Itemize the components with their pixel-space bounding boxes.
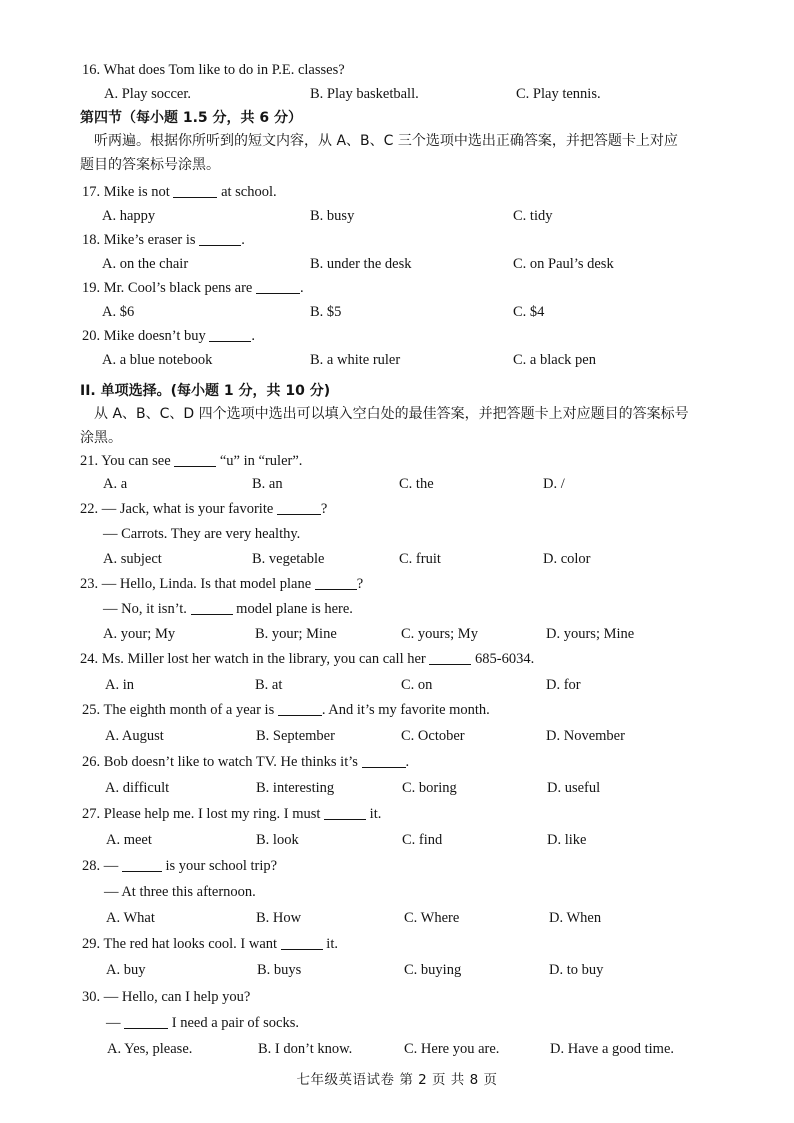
question-text: 685-6034. <box>475 651 535 667</box>
question-number: 21. <box>80 453 99 469</box>
question-text: at school. <box>221 184 277 200</box>
option-c: C. fruit <box>399 551 441 567</box>
question-16 <box>82 60 345 80</box>
option-a: A. difficult <box>105 780 170 796</box>
question-text: “u” in “ruler”. <box>219 453 303 469</box>
option-a: A. buy <box>106 962 146 978</box>
answer-blank <box>324 805 366 820</box>
option-a: A. August <box>105 728 164 744</box>
option-b: B. $5 <box>310 304 342 320</box>
option-a: A. subject <box>103 551 162 567</box>
question-text: is your school trip? <box>165 858 278 874</box>
question-text: ? <box>320 501 328 517</box>
question-24 <box>80 649 534 669</box>
question-text: Bob doesn’t like to watch TV. He thinks it’s <box>103 754 358 770</box>
answer-blank <box>174 452 216 467</box>
option-a: A. your; My <box>103 626 176 642</box>
option-b: B. How <box>256 910 302 926</box>
option-a: A. $6 <box>102 304 135 320</box>
option-c: C. Where <box>404 910 460 926</box>
options-25 <box>0 726 794 746</box>
question-27 <box>82 804 381 824</box>
option-a: A. Play soccer. <box>104 86 191 102</box>
options-23 <box>0 624 794 644</box>
option-a: A. Yes, please. <box>107 1041 193 1057</box>
question-text: it. <box>369 806 382 822</box>
option-b: B. a white ruler <box>310 352 401 368</box>
section-4-title: 第四节（每小题 1.5 分，共 6 分） <box>80 110 303 126</box>
question-text: . And it’s my favorite month. <box>321 702 490 718</box>
option-b: B. I don’t know. <box>258 1041 353 1057</box>
question-text: — Hello, Linda. Is that model plane <box>101 576 312 592</box>
option-b: B. interesting <box>256 780 335 796</box>
part-2-title: II. 单项选择。(每小题 1 分，共 10 分) <box>80 383 331 399</box>
option-c: C. $4 <box>513 304 545 320</box>
option-d: D. Have a good time. <box>550 1041 675 1057</box>
question-text: . <box>299 280 304 296</box>
question-29 <box>82 934 338 954</box>
option-b: B. vegetable <box>252 551 325 567</box>
question-text: The red hat looks cool. I want <box>103 936 278 952</box>
options-27 <box>0 830 794 850</box>
option-d: D. for <box>546 677 581 693</box>
question-text: — Jack, what is your favorite <box>101 501 274 517</box>
question-number: 29. <box>82 936 101 952</box>
option-c: C. yours; My <box>401 626 478 642</box>
question-number: 22. <box>80 501 99 517</box>
option-b: B. an <box>252 476 283 492</box>
question-text: Mike’s eraser is <box>103 232 196 248</box>
option-c: C. boring <box>402 780 457 796</box>
answer-text: model plane is here. <box>236 601 353 617</box>
options-30 <box>0 1039 794 1059</box>
options-16 <box>0 84 794 104</box>
option-c: C. October <box>401 728 465 744</box>
option-d: D. November <box>546 728 625 744</box>
option-b: B. buys <box>257 962 302 978</box>
option-c: C. a black pen <box>513 352 596 368</box>
option-c: C. Play tennis. <box>516 86 601 102</box>
question-21 <box>80 451 302 471</box>
question-text: . <box>405 754 410 770</box>
question-number: 17. <box>82 184 101 200</box>
answer-blank <box>209 327 251 342</box>
question-text: . <box>241 232 245 248</box>
question-text: You can see <box>101 453 171 469</box>
question-text: Please help me. I lost my ring. I must <box>103 806 321 822</box>
options-24 <box>0 675 794 695</box>
option-d: D. / <box>543 476 565 492</box>
question-number: 23. <box>80 576 99 592</box>
page-footer: 七年级英语试卷 第 2 页 共 8 页 <box>296 1072 498 1088</box>
answer-line: — Carrots. They are very healthy. <box>103 526 301 542</box>
option-c: C. on <box>401 677 433 693</box>
question-number: 16. <box>82 62 101 78</box>
question-22 <box>80 499 327 519</box>
option-c: C. find <box>402 832 443 848</box>
question-number: 27. <box>82 806 101 822</box>
option-b: B. September <box>256 728 335 744</box>
option-d: D. When <box>549 910 602 926</box>
answer-blank <box>199 231 241 246</box>
question-30 <box>82 987 250 1007</box>
question-text: . <box>251 328 256 344</box>
answer-blank <box>122 857 162 872</box>
option-a: A. a blue notebook <box>102 352 213 368</box>
answer-blank <box>362 753 406 768</box>
options-29 <box>0 960 794 980</box>
question-number: 25. <box>82 702 101 718</box>
question-number: 28. <box>82 858 101 874</box>
section-4-instruction: 听两遍。根据你所听到的短文内容，从 A、B、C 三个选项中选出正确答案，并把答题卡上对应题目的答案标号涂黑。 <box>80 133 678 173</box>
question-19 <box>82 278 304 298</box>
question-25 <box>82 700 490 720</box>
option-a: A. a <box>103 476 128 492</box>
option-c: C. tidy <box>513 208 553 224</box>
part-2-instruction: 从 A、B、C、D 四个选项中选出可以填入空白处的最佳答案，并把答题卡上对应题目的答案标号涂黑。 <box>80 406 689 446</box>
question-text: Mr. Cool’s black pens are <box>103 280 253 296</box>
question-text: it. <box>326 936 338 952</box>
question-text: What does Tom like to do in P.E. classes? <box>103 62 345 78</box>
answer-text: I need a pair of socks. <box>171 1015 299 1031</box>
question-text: — <box>103 858 119 874</box>
answer-text: — No, it isn’t. <box>103 601 187 617</box>
answer-blank <box>278 701 322 716</box>
question-text: The eighth month of a year is <box>103 702 275 718</box>
question-text: Mike doesn’t buy <box>103 328 206 344</box>
question-number: 24. <box>80 651 99 667</box>
answer-blank <box>429 650 471 665</box>
answer-line-23 <box>103 599 353 619</box>
options-26 <box>0 778 794 798</box>
question-text: Ms. Miller lost her watch in the library, you can call her <box>101 651 426 667</box>
option-a: A. meet <box>106 832 152 848</box>
option-b: B. under the desk <box>310 256 412 272</box>
option-d: D. to buy <box>549 962 604 978</box>
option-d: D. yours; Mine <box>546 626 635 642</box>
option-a: A. on the chair <box>102 256 189 272</box>
option-b: B. at <box>255 677 283 693</box>
answer-blank <box>277 500 321 515</box>
answer-blank <box>124 1014 168 1029</box>
option-a: A. happy <box>102 208 156 224</box>
question-20 <box>82 326 255 346</box>
answer-line-30 <box>106 1013 299 1033</box>
question-number: 30. <box>82 989 101 1005</box>
question-28 <box>82 856 277 876</box>
option-c: C. buying <box>404 962 462 978</box>
question-17 <box>82 182 277 202</box>
answer-line: — At three this afternoon. <box>104 884 256 900</box>
question-26 <box>82 752 409 772</box>
option-c: C. Here you are. <box>404 1041 500 1057</box>
option-c: C. the <box>399 476 434 492</box>
option-d: D. like <box>547 832 587 848</box>
option-b: B. Play basketball. <box>310 86 419 102</box>
answer-blank <box>256 279 300 294</box>
option-b: B. your; Mine <box>255 626 337 642</box>
options-17 <box>0 206 794 226</box>
option-d: D. color <box>543 551 591 567</box>
answer-blank <box>191 600 233 615</box>
question-text: ? <box>356 576 364 592</box>
options-20 <box>0 350 794 370</box>
option-b: B. look <box>256 832 299 848</box>
question-number: 26. <box>82 754 101 770</box>
question-23 <box>80 574 363 594</box>
question-number: 20. <box>82 328 101 344</box>
answer-text: — <box>106 1015 121 1031</box>
question-text: — Hello, can I help you? <box>103 989 251 1005</box>
option-a: A. What <box>106 910 155 926</box>
option-b: B. busy <box>310 208 355 224</box>
options-21 <box>0 474 794 494</box>
options-22 <box>0 549 794 569</box>
answer-blank <box>315 575 357 590</box>
question-18 <box>82 230 245 250</box>
question-number: 18. <box>82 232 101 248</box>
option-d: D. useful <box>547 780 601 796</box>
answer-blank <box>173 183 217 198</box>
options-18 <box>0 254 794 274</box>
option-a: A. in <box>105 677 134 693</box>
option-c: C. on Paul’s desk <box>513 256 614 272</box>
question-number: 19. <box>82 280 101 296</box>
options-19 <box>0 302 794 322</box>
answer-blank <box>281 935 323 950</box>
options-28 <box>0 908 794 928</box>
question-text: Mike is not <box>103 184 170 200</box>
